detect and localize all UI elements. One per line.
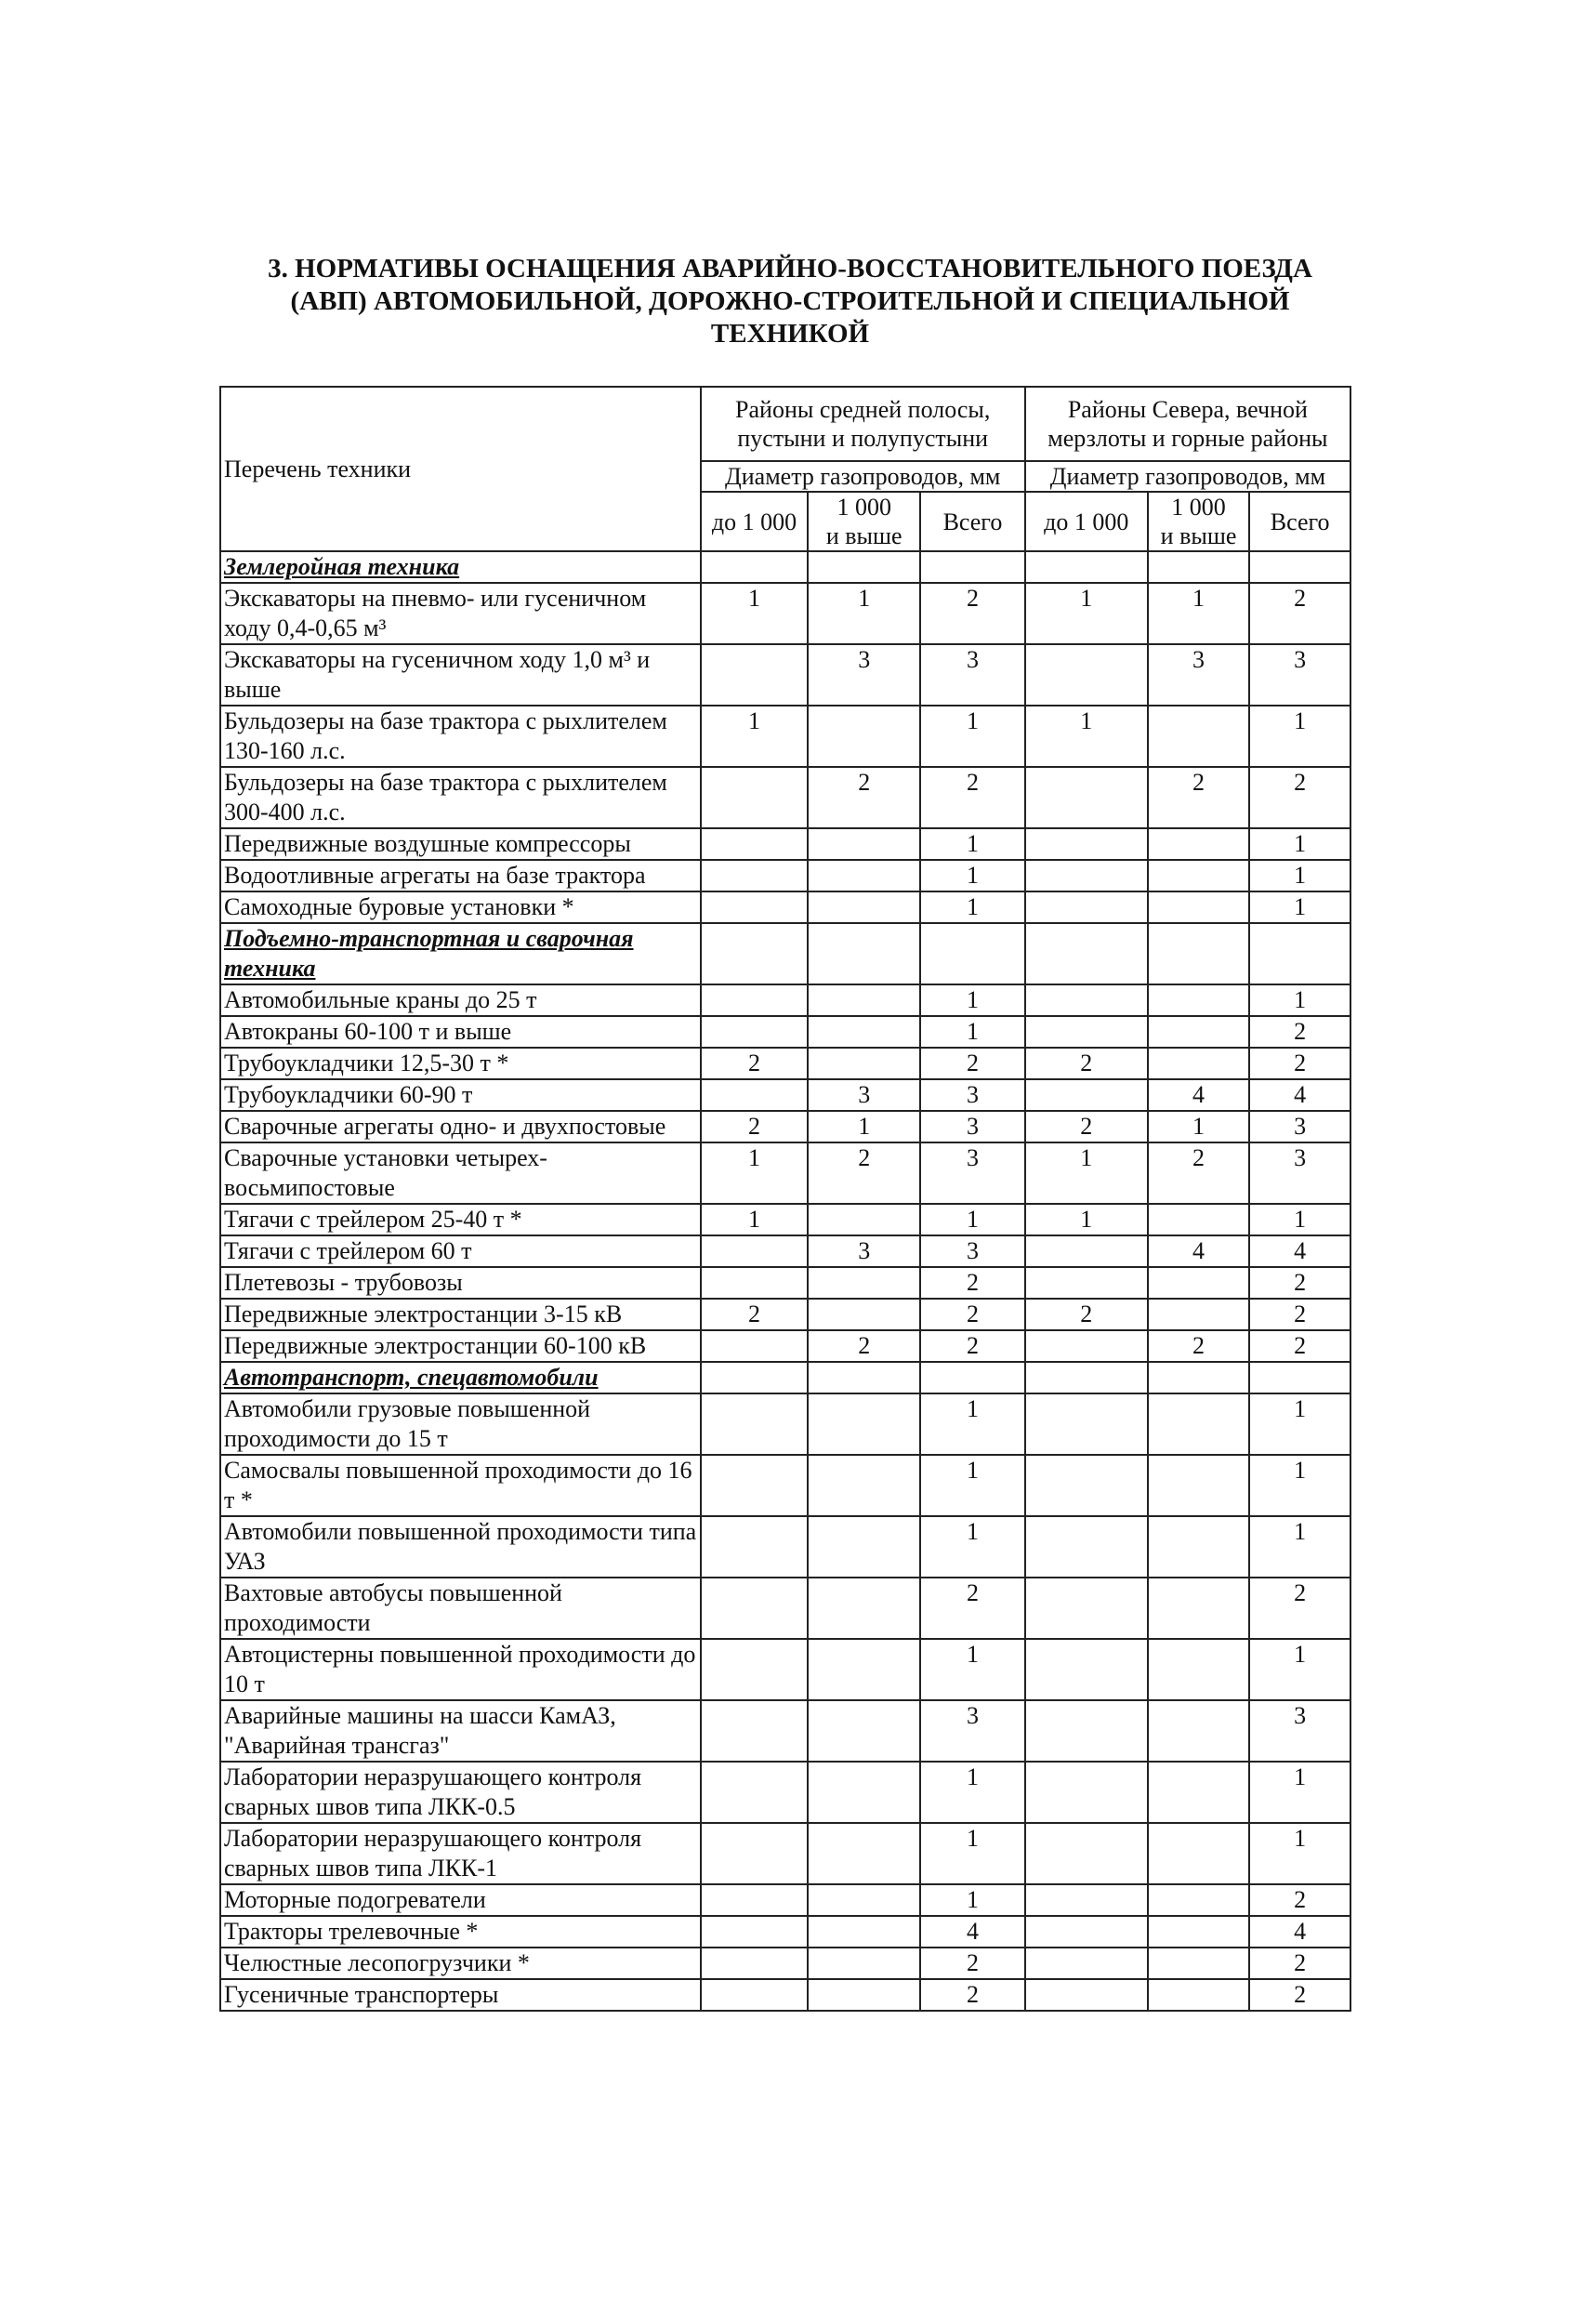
quantity-cell: 1 <box>920 984 1025 1016</box>
quantity-cell <box>808 1455 920 1516</box>
quantity-cell: 2 <box>1249 1267 1350 1299</box>
quantity-cell <box>1025 1016 1148 1048</box>
equipment-name: Гусеничные транспортеры <box>220 1979 701 2011</box>
header-row-regions <box>220 387 1350 461</box>
quantity-cell: 3 <box>808 1079 920 1111</box>
quantity-cell <box>1148 1578 1250 1639</box>
quantity-cell: 1 <box>1249 706 1350 767</box>
equipment-name: Передвижные воздушные компрессоры <box>220 828 701 860</box>
quantity-cell: 2 <box>701 1299 809 1330</box>
quantity-cell: 3 <box>1249 1142 1350 1204</box>
quantity-cell <box>701 1393 809 1455</box>
table-row <box>220 1330 1350 1362</box>
quantity-cell <box>808 1048 920 1079</box>
empty-cell <box>808 551 920 583</box>
quantity-cell: 2 <box>808 1330 920 1362</box>
quantity-cell: 1 <box>1025 706 1148 767</box>
quantity-cell: 2 <box>1249 1016 1350 1048</box>
equipment-name: Вахтовые автобусы повышенной проходимости <box>220 1578 701 1639</box>
header-col-over-2-line2: и выше <box>1160 522 1237 549</box>
quantity-cell <box>1025 1762 1148 1823</box>
table-row <box>220 644 1350 706</box>
equipment-name: Самоходные буровые установки * <box>220 891 701 923</box>
quantity-cell <box>1025 1235 1148 1267</box>
quantity-cell <box>701 1267 809 1299</box>
header-col-over-1-line1: 1 000 <box>837 494 891 521</box>
empty-cell <box>1249 923 1350 984</box>
section-title: Автотранспорт, спецавтомобили <box>220 1362 701 1393</box>
quantity-cell <box>808 1204 920 1235</box>
quantity-cell <box>1025 1916 1148 1948</box>
quantity-cell <box>1148 1823 1250 1884</box>
quantity-cell <box>1025 828 1148 860</box>
quantity-cell: 2 <box>920 1578 1025 1639</box>
table-row <box>220 1235 1350 1267</box>
quantity-cell <box>808 1916 920 1948</box>
quantity-cell <box>1148 984 1250 1016</box>
quantity-cell <box>1025 1267 1148 1299</box>
table-row <box>220 828 1350 860</box>
quantity-cell <box>1025 1639 1148 1700</box>
equipment-name: Автомобили повышенной проходимости типа УАЗ <box>220 1516 701 1578</box>
quantity-cell <box>1148 1948 1250 1979</box>
quantity-cell: 2 <box>920 1948 1025 1979</box>
quantity-cell <box>1148 1979 1250 2011</box>
quantity-cell: 2 <box>701 1048 809 1079</box>
section-row <box>220 923 1350 984</box>
quantity-cell <box>701 1235 809 1267</box>
quantity-cell <box>808 706 920 767</box>
quantity-cell <box>701 828 809 860</box>
quantity-cell: 2 <box>701 1111 809 1142</box>
quantity-cell: 1 <box>1249 1762 1350 1823</box>
quantity-cell <box>808 891 920 923</box>
title-line-3: ТЕХНИКОЙ <box>710 319 870 349</box>
quantity-cell <box>701 1700 809 1762</box>
equipment-name: Аварийные машины на шасси КамАЗ, "Аварийная трансгаз" <box>220 1700 701 1762</box>
quantity-cell: 1 <box>920 1884 1025 1916</box>
quantity-cell <box>808 1578 920 1639</box>
header-region-1: Районы средней полосы, пустыни и полупустыни <box>701 387 1025 461</box>
document-title <box>232 253 1348 350</box>
table-row <box>220 1516 1350 1578</box>
quantity-cell: 1 <box>1249 860 1350 891</box>
quantity-cell: 2 <box>808 1142 920 1204</box>
quantity-cell <box>1025 1079 1148 1111</box>
quantity-cell <box>701 1330 809 1362</box>
equipment-name: Сварочные установки четырех-восьмипостовые <box>220 1142 701 1204</box>
quantity-cell: 3 <box>920 1700 1025 1762</box>
quantity-cell: 2 <box>920 1330 1025 1362</box>
quantity-cell <box>808 1884 920 1916</box>
quantity-cell <box>1025 1455 1148 1516</box>
quantity-cell: 1 <box>1025 583 1148 644</box>
quantity-cell <box>1148 1916 1250 1948</box>
quantity-cell: 1 <box>701 1142 809 1204</box>
quantity-cell <box>1148 1516 1250 1578</box>
empty-cell <box>808 1362 920 1393</box>
quantity-cell <box>701 1948 809 1979</box>
quantity-cell: 2 <box>920 1267 1025 1299</box>
quantity-cell <box>808 1639 920 1700</box>
quantity-cell: 4 <box>1148 1079 1250 1111</box>
equipment-name: Экскаваторы на гусеничном ходу 1,0 м³ и выше <box>220 644 701 706</box>
quantity-cell <box>1025 1948 1148 1979</box>
table-row <box>220 706 1350 767</box>
quantity-cell <box>1025 1516 1148 1578</box>
quantity-cell: 1 <box>920 706 1025 767</box>
quantity-cell <box>1025 767 1148 828</box>
header-list-label: Перечень техники <box>220 387 701 551</box>
quantity-cell: 2 <box>1249 1299 1350 1330</box>
section-row <box>220 1362 1350 1393</box>
quantity-cell <box>1148 1455 1250 1516</box>
quantity-cell <box>701 1516 809 1578</box>
empty-cell <box>808 923 920 984</box>
quantity-cell: 3 <box>808 644 920 706</box>
quantity-cell: 1 <box>1148 583 1250 644</box>
quantity-cell: 2 <box>920 1048 1025 1079</box>
table-row <box>220 1578 1350 1639</box>
quantity-cell: 2 <box>920 767 1025 828</box>
quantity-cell: 2 <box>1249 767 1350 828</box>
header-col-upto-1: до 1 000 <box>701 492 809 551</box>
quantity-cell <box>808 1823 920 1884</box>
quantity-cell: 3 <box>1249 1111 1350 1142</box>
quantity-cell: 4 <box>1249 1235 1350 1267</box>
quantity-cell: 2 <box>920 583 1025 644</box>
table-row <box>220 1079 1350 1111</box>
table-row <box>220 1948 1350 1979</box>
quantity-cell <box>808 1700 920 1762</box>
header-region-2: Районы Севера, вечной мерзлоты и горные районы <box>1025 387 1350 461</box>
quantity-cell <box>808 828 920 860</box>
quantity-cell <box>808 1267 920 1299</box>
quantity-cell <box>701 644 809 706</box>
quantity-cell: 1 <box>1249 1516 1350 1578</box>
equipment-name: Самосвалы повышенной проходимости до 16 т * <box>220 1455 701 1516</box>
quantity-cell: 1 <box>1025 1204 1148 1235</box>
table-row <box>220 583 1350 644</box>
quantity-cell <box>808 1948 920 1979</box>
quantity-cell <box>1148 828 1250 860</box>
quantity-cell <box>1148 1762 1250 1823</box>
quantity-cell: 2 <box>1148 1142 1250 1204</box>
empty-cell <box>1148 1362 1250 1393</box>
table-row <box>220 1142 1350 1204</box>
title-line-2: (АВП) АВТОМОБИЛЬНОЙ, ДОРОЖНО-СТРОИТЕЛЬНОЙ И СПЕЦИАЛЬНОЙ <box>290 286 1290 316</box>
empty-cell <box>701 1362 809 1393</box>
quantity-cell <box>701 767 809 828</box>
equipment-name: Экскаваторы на пневмо- или гусеничном ходу 0,4-0,65 м³ <box>220 583 701 644</box>
quantity-cell: 1 <box>1249 984 1350 1016</box>
quantity-cell: 1 <box>1249 891 1350 923</box>
quantity-cell: 1 <box>1249 1455 1350 1516</box>
equipment-name: Лаборатории неразрушающего контроля сварных швов типа ЛКК-0.5 <box>220 1762 701 1823</box>
quantity-cell <box>1025 644 1148 706</box>
header-diameter-1: Диаметр газопроводов, мм <box>701 461 1025 492</box>
quantity-cell: 2 <box>1249 1979 1350 2011</box>
quantity-cell: 2 <box>808 767 920 828</box>
quantity-cell <box>1025 1823 1148 1884</box>
quantity-cell: 3 <box>920 1142 1025 1204</box>
quantity-cell: 2 <box>1249 1578 1350 1639</box>
empty-cell <box>920 923 1025 984</box>
equipment-name: Моторные подогреватели <box>220 1884 701 1916</box>
table-row <box>220 1204 1350 1235</box>
quantity-cell: 1 <box>701 1204 809 1235</box>
quantity-cell: 1 <box>1249 1204 1350 1235</box>
empty-cell <box>1025 923 1148 984</box>
quantity-cell <box>1025 860 1148 891</box>
equipment-name: Тракторы трелевочные * <box>220 1916 701 1948</box>
empty-cell <box>920 551 1025 583</box>
table-row <box>220 1979 1350 2011</box>
quantity-cell: 2 <box>1249 583 1350 644</box>
quantity-cell <box>1148 1204 1250 1235</box>
quantity-cell: 1 <box>920 1516 1025 1578</box>
quantity-cell <box>701 1639 809 1700</box>
quantity-cell: 2 <box>1148 767 1250 828</box>
quantity-cell <box>1148 891 1250 923</box>
table-row <box>220 1639 1350 1700</box>
equipment-name: Трубоукладчики 60-90 т <box>220 1079 701 1111</box>
header-col-over-1 <box>808 492 920 551</box>
quantity-cell <box>1148 1299 1250 1330</box>
quantity-cell <box>808 1516 920 1578</box>
quantity-cell: 1 <box>920 891 1025 923</box>
equipment-name: Водоотливные агрегаты на базе трактора <box>220 860 701 891</box>
quantity-cell <box>1025 891 1148 923</box>
quantity-cell <box>701 1578 809 1639</box>
empty-cell <box>701 551 809 583</box>
equipment-norms-table <box>219 386 1351 2012</box>
quantity-cell: 1 <box>1249 1639 1350 1700</box>
quantity-cell: 4 <box>1148 1235 1250 1267</box>
table-row <box>220 891 1350 923</box>
quantity-cell: 3 <box>1249 644 1350 706</box>
quantity-cell: 1 <box>920 1823 1025 1884</box>
equipment-name: Автомобили грузовые повышенной проходимости до 15 т <box>220 1393 701 1455</box>
table-row <box>220 1299 1350 1330</box>
quantity-cell <box>1148 1267 1250 1299</box>
table-row <box>220 767 1350 828</box>
quantity-cell <box>808 1979 920 2011</box>
quantity-cell <box>1148 1393 1250 1455</box>
header-col-total-2: Всего <box>1249 492 1350 551</box>
empty-cell <box>1148 923 1250 984</box>
empty-cell <box>1249 1362 1350 1393</box>
quantity-cell: 1 <box>808 583 920 644</box>
empty-cell <box>1025 551 1148 583</box>
equipment-name: Челюстные лесопогрузчики * <box>220 1948 701 1979</box>
quantity-cell: 1 <box>1249 828 1350 860</box>
quantity-cell: 2 <box>1025 1048 1148 1079</box>
table-row <box>220 1048 1350 1079</box>
table-row <box>220 1393 1350 1455</box>
equipment-name: Автокраны 60-100 т и выше <box>220 1016 701 1048</box>
quantity-cell: 1 <box>920 1016 1025 1048</box>
equipment-name: Автомобильные краны до 25 т <box>220 984 701 1016</box>
quantity-cell <box>1025 1979 1148 2011</box>
quantity-cell: 1 <box>701 583 809 644</box>
title-line-1: 3. НОРМАТИВЫ ОСНАЩЕНИЯ АВАРИЙНО-ВОССТАНОВИТЕЛЬНОГО ПОЕЗДА <box>268 254 1312 284</box>
quantity-cell <box>808 984 920 1016</box>
empty-cell <box>920 1362 1025 1393</box>
quantity-cell: 3 <box>808 1235 920 1267</box>
empty-cell <box>701 923 809 984</box>
quantity-cell: 1 <box>1249 1393 1350 1455</box>
quantity-cell: 4 <box>1249 1916 1350 1948</box>
table-row <box>220 1267 1350 1299</box>
header-diameter-2: Диаметр газопроводов, мм <box>1025 461 1350 492</box>
quantity-cell <box>701 860 809 891</box>
quantity-cell <box>701 891 809 923</box>
quantity-cell <box>1148 706 1250 767</box>
table-row <box>220 1916 1350 1948</box>
header-col-total-1: Всего <box>920 492 1025 551</box>
quantity-cell: 3 <box>920 1111 1025 1142</box>
quantity-cell <box>701 984 809 1016</box>
quantity-cell: 1 <box>920 1762 1025 1823</box>
equipment-name: Тягачи с трейлером 60 т <box>220 1235 701 1267</box>
quantity-cell <box>1148 1884 1250 1916</box>
header-col-over-1-line2: и выше <box>825 522 902 549</box>
quantity-cell: 2 <box>1249 1884 1350 1916</box>
quantity-cell <box>701 1079 809 1111</box>
empty-cell <box>1148 551 1250 583</box>
quantity-cell <box>1148 1048 1250 1079</box>
quantity-cell: 3 <box>1249 1700 1350 1762</box>
header-col-over-2 <box>1148 492 1250 551</box>
equipment-name: Тягачи с трейлером 25-40 т * <box>220 1204 701 1235</box>
quantity-cell: 1 <box>920 1393 1025 1455</box>
quantity-cell: 2 <box>1148 1330 1250 1362</box>
table-row <box>220 984 1350 1016</box>
quantity-cell: 3 <box>920 644 1025 706</box>
quantity-cell <box>808 1299 920 1330</box>
quantity-cell <box>1148 1639 1250 1700</box>
empty-cell <box>1025 1362 1148 1393</box>
header-col-over-2-line1: 1 000 <box>1171 494 1226 521</box>
equipment-name: Бульдозеры на базе трактора с рыхлителем 130-160 л.с. <box>220 706 701 767</box>
quantity-cell: 1 <box>920 860 1025 891</box>
quantity-cell <box>701 1762 809 1823</box>
quantity-cell <box>808 860 920 891</box>
quantity-cell: 1 <box>920 1455 1025 1516</box>
equipment-name: Сварочные агрегаты одно- и двухпостовые <box>220 1111 701 1142</box>
quantity-cell <box>1025 1330 1148 1362</box>
quantity-cell <box>1148 860 1250 891</box>
equipment-name: Трубоукладчики 12,5-30 т * <box>220 1048 701 1079</box>
quantity-cell: 1 <box>1148 1111 1250 1142</box>
quantity-cell <box>1148 1700 1250 1762</box>
quantity-cell: 2 <box>920 1299 1025 1330</box>
quantity-cell: 2 <box>1025 1299 1148 1330</box>
quantity-cell: 3 <box>920 1079 1025 1111</box>
quantity-cell <box>1025 1700 1148 1762</box>
equipment-name: Плетевозы - трубовозы <box>220 1267 701 1299</box>
table-row <box>220 860 1350 891</box>
table-row <box>220 1700 1350 1762</box>
quantity-cell <box>1148 1016 1250 1048</box>
quantity-cell: 1 <box>920 828 1025 860</box>
equipment-name: Бульдозеры на базе трактора с рыхлителем 300-400 л.с. <box>220 767 701 828</box>
quantity-cell <box>701 1916 809 1948</box>
quantity-cell: 1 <box>920 1204 1025 1235</box>
quantity-cell <box>1025 1884 1148 1916</box>
equipment-name: Автоцистерны повышенной проходимости до 10 т <box>220 1639 701 1700</box>
quantity-cell: 2 <box>1249 1048 1350 1079</box>
section-row <box>220 551 1350 583</box>
quantity-cell <box>1025 1578 1148 1639</box>
quantity-cell: 2 <box>1249 1330 1350 1362</box>
quantity-cell <box>808 1016 920 1048</box>
quantity-cell <box>808 1762 920 1823</box>
quantity-cell <box>701 1823 809 1884</box>
quantity-cell: 1 <box>920 1639 1025 1700</box>
quantity-cell: 4 <box>1249 1079 1350 1111</box>
quantity-cell: 1 <box>1025 1142 1148 1204</box>
quantity-cell <box>701 1884 809 1916</box>
quantity-cell <box>701 1979 809 2011</box>
empty-cell <box>1249 551 1350 583</box>
table-row <box>220 1823 1350 1884</box>
quantity-cell: 4 <box>920 1916 1025 1948</box>
quantity-cell: 3 <box>920 1235 1025 1267</box>
equipment-name: Передвижные электростанции 60-100 кВ <box>220 1330 701 1362</box>
quantity-cell: 2 <box>1025 1111 1148 1142</box>
table-body <box>220 387 1350 2011</box>
quantity-cell: 1 <box>808 1111 920 1142</box>
header-col-upto-2: до 1 000 <box>1025 492 1148 551</box>
quantity-cell: 1 <box>1249 1823 1350 1884</box>
quantity-cell <box>1025 1393 1148 1455</box>
quantity-cell <box>701 1016 809 1048</box>
table-row <box>220 1762 1350 1823</box>
quantity-cell <box>701 1455 809 1516</box>
section-title: Подъемно-транспортная и сварочная техника <box>220 923 701 984</box>
table-row <box>220 1111 1350 1142</box>
table-row <box>220 1884 1350 1916</box>
quantity-cell: 2 <box>1249 1948 1350 1979</box>
quantity-cell <box>808 1393 920 1455</box>
equipment-name: Передвижные электростанции 3-15 кВ <box>220 1299 701 1330</box>
equipment-name: Лаборатории неразрушающего контроля сварных швов типа ЛКК-1 <box>220 1823 701 1884</box>
table-row <box>220 1455 1350 1516</box>
quantity-cell <box>1025 984 1148 1016</box>
quantity-cell: 3 <box>1148 644 1250 706</box>
table-row <box>220 1016 1350 1048</box>
section-title: Землеройная техника <box>220 551 701 583</box>
quantity-cell: 2 <box>920 1979 1025 2011</box>
quantity-cell: 1 <box>701 706 809 767</box>
